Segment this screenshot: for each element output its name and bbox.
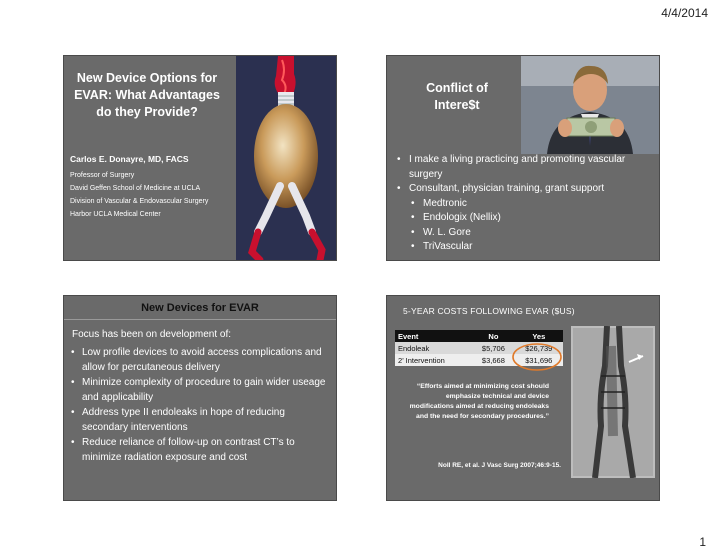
slide-1-title: New Device Options for EVAR: What Advantages do they Provide? <box>74 71 220 119</box>
slide-3-intro: Focus has been on development of: <box>72 329 231 340</box>
man-holding-dollar-bill-photo <box>521 56 659 154</box>
author-line: Harbor UCLA Medical Center <box>70 211 161 218</box>
table-cell: $26,739 <box>515 342 563 354</box>
table-header-cell: No <box>472 330 514 342</box>
table-cell: Endoleak <box>395 342 472 354</box>
page-date: 4/4/2014 <box>661 6 708 20</box>
quote-text: “Efforts aimed at minimizing cost should emphasize technical and device modifications aimed at reducing endoleaks and the need for secondary procedures.” <box>409 383 549 420</box>
title-divider <box>64 319 336 320</box>
author-line: Division of Vascular & Endovascular Surgery <box>70 198 209 205</box>
author-line: Professor of Surgery <box>70 172 135 179</box>
slide-1-thumbnail[interactable] <box>63 55 337 261</box>
slide-3-title: New Devices for EVAR <box>141 302 259 314</box>
slide-4-title: 5-YEAR COSTS FOLLOWING EVAR ($US) <box>403 306 575 316</box>
list-item: • TriVascular <box>395 240 657 255</box>
table-header-cell: Yes <box>515 330 563 342</box>
table-cell: $3,668 <box>472 354 514 366</box>
list-item: • Endologix (Nellix) <box>395 211 657 226</box>
slide-4-thumbnail[interactable] <box>386 295 660 501</box>
angiogram-xray-image <box>571 326 655 478</box>
list-item: • Reduce reliance of follow-up on contrast CT’s to minimize radiation exposure and cost <box>70 436 332 465</box>
list-item: • Medtronic <box>395 197 657 212</box>
slide-2-title: Conflict of Intere$t <box>426 81 488 112</box>
table-header-row <box>395 330 563 342</box>
highlight-circle <box>511 342 563 372</box>
focus-list <box>70 346 332 466</box>
table-cell: 2’ Intervention <box>395 354 472 366</box>
table-cell: $5,706 <box>472 342 514 354</box>
slide-3-thumbnail[interactable] <box>63 295 337 501</box>
list-item: • W. L. Gore <box>395 226 657 241</box>
table-cell: $31,696 <box>515 354 563 366</box>
list-item: • I make a living practicing and promoting vascular surgery <box>395 153 657 182</box>
disclosure-list <box>395 153 657 255</box>
page-number: 1 <box>699 535 706 549</box>
list-item: • Address type II endoleaks in hope of reducing secondary interventions <box>70 406 332 435</box>
list-item: • Minimize complexity of procedure to gain wider useage and applicability <box>70 376 332 405</box>
author-name: Carlos E. Donayre, MD, FACS <box>70 154 189 164</box>
list-item: • Low profile devices to avoid access complications and allow for percutaneous delivery <box>70 346 332 375</box>
citation-text: Noll RE, et al. J Vasc Surg 2007;46:9-15. <box>438 462 561 469</box>
table-header-cell: Event <box>395 330 472 342</box>
stent-graft-aneurysm-image <box>236 56 336 260</box>
author-line: David Geffen School of Medicine at UCLA <box>70 185 201 192</box>
author-block <box>70 154 240 221</box>
list-item: • Consultant, physician training, grant support <box>395 182 657 197</box>
slide-2-thumbnail[interactable] <box>386 55 660 261</box>
